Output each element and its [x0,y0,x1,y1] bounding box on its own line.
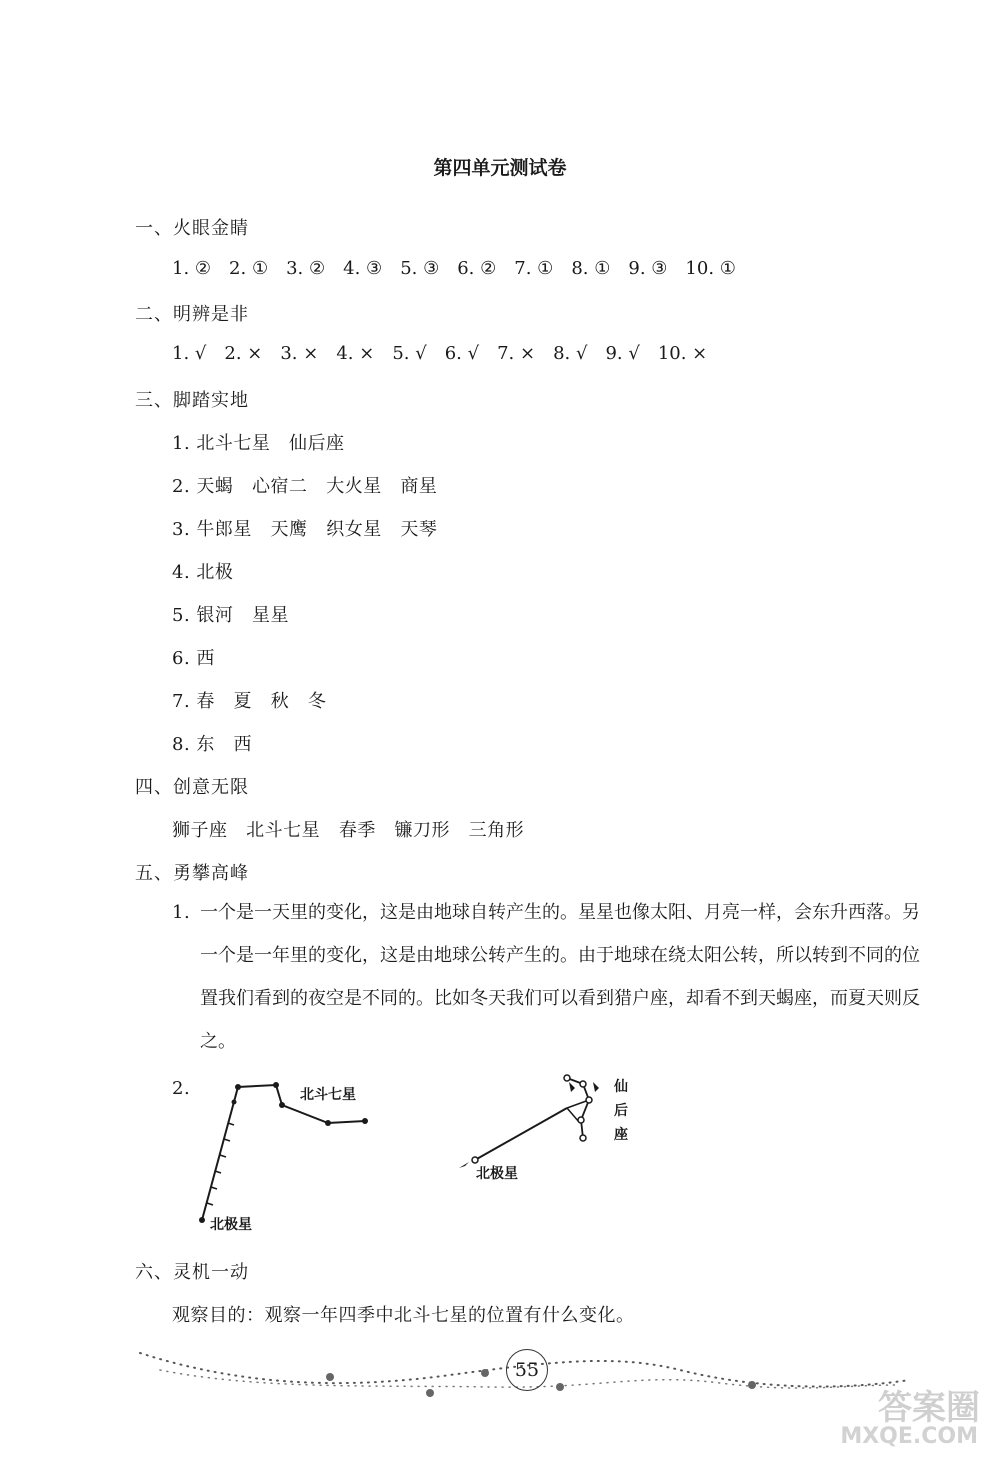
answer-item: 7. × [497,343,536,364]
page-title: 第四单元测试卷 [433,157,567,179]
answer-item: 4. ③ [343,258,383,279]
list-item: 2. 天蝎 心宿二 大火星 商星 [172,476,438,497]
section-heading-6: 六、灵机一动 [135,1262,249,1283]
item-number: 2. [172,1078,191,1099]
answer-item: 3. ② [286,258,326,279]
list-item: 3. 牛郎星 天鹰 织女星 天琴 [172,519,438,540]
polaris-label-right: 北极星 [476,1166,518,1182]
answer-item: 5. ③ [400,258,440,279]
section-heading-2: 二、明辨是非 [135,304,249,325]
cassiopeia-diagram [455,1070,605,1170]
answer-item: 2. × [224,343,263,364]
answer-item: 3. × [280,343,319,364]
section-heading-4: 四、创意无限 [135,777,249,798]
answer-item: 5. √ [392,343,427,364]
watermark-logo: 答案圈 [878,1388,980,1428]
answer-item: 4. × [336,343,375,364]
list-item: 4. 北极 [172,562,234,583]
essay-answer: 一个是一天里的变化，这是由地球自转产生的。星星也像太阳、月亮一样，会东升西落。另一个是一年里的变化，这是由地球公转产生的。由于地球在绕太阳公转，所以转到不同的位置我们看到的夜空是不同的。比如冬天我们可以看到猎户座，却看不到天蝎座，而夏天则反之。 [200,902,920,1052]
answer-item: 7. ① [514,258,554,279]
answer-item: 9. ③ [628,258,668,279]
answer-item: 1. √ [172,343,207,364]
list-item: 5. 银河 星星 [172,605,290,626]
cassiopeia-label: 仙后座 [614,1079,628,1143]
answer-item: 1. ② [172,258,212,279]
answer-row-2 [172,343,725,364]
polaris-label-left: 北极星 [210,1217,252,1233]
section-heading-3: 三、脚踏实地 [135,390,249,411]
section-4-answer: 狮子座 北斗七星 春季 镰刀形 三角形 [172,820,525,841]
answer-item: 6. ② [457,258,497,279]
item-number: 1. [172,902,191,923]
answer-item: 9. √ [605,343,640,364]
answer-item: 2. ① [229,258,269,279]
list-item: 7. 春 夏 秋 冬 [172,691,327,712]
section-heading-5: 五、勇攀高峰 [135,863,249,884]
list-item: 6. 西 [172,648,215,669]
section-heading-1: 一、火眼金睛 [135,218,249,239]
answer-item: 8. √ [553,343,588,364]
answer-item: 10. × [657,343,708,364]
page-number: 55 [506,1349,548,1391]
watermark-url: MXQE.COM [840,1424,978,1449]
observation-purpose: 观察目的：观察一年四季中北斗七星的位置有什么变化。 [172,1305,635,1326]
list-item: 1. 北斗七星 仙后座 [172,433,345,454]
answer-item: 10. ① [685,258,736,279]
answer-row-1 [172,258,754,279]
list-item: 8. 东 西 [172,734,253,755]
answer-item: 6. √ [444,343,480,364]
big-dipper-diagram [190,1075,390,1235]
big-dipper-label: 北斗七星 [300,1087,356,1103]
answer-item: 8. ① [571,258,611,279]
